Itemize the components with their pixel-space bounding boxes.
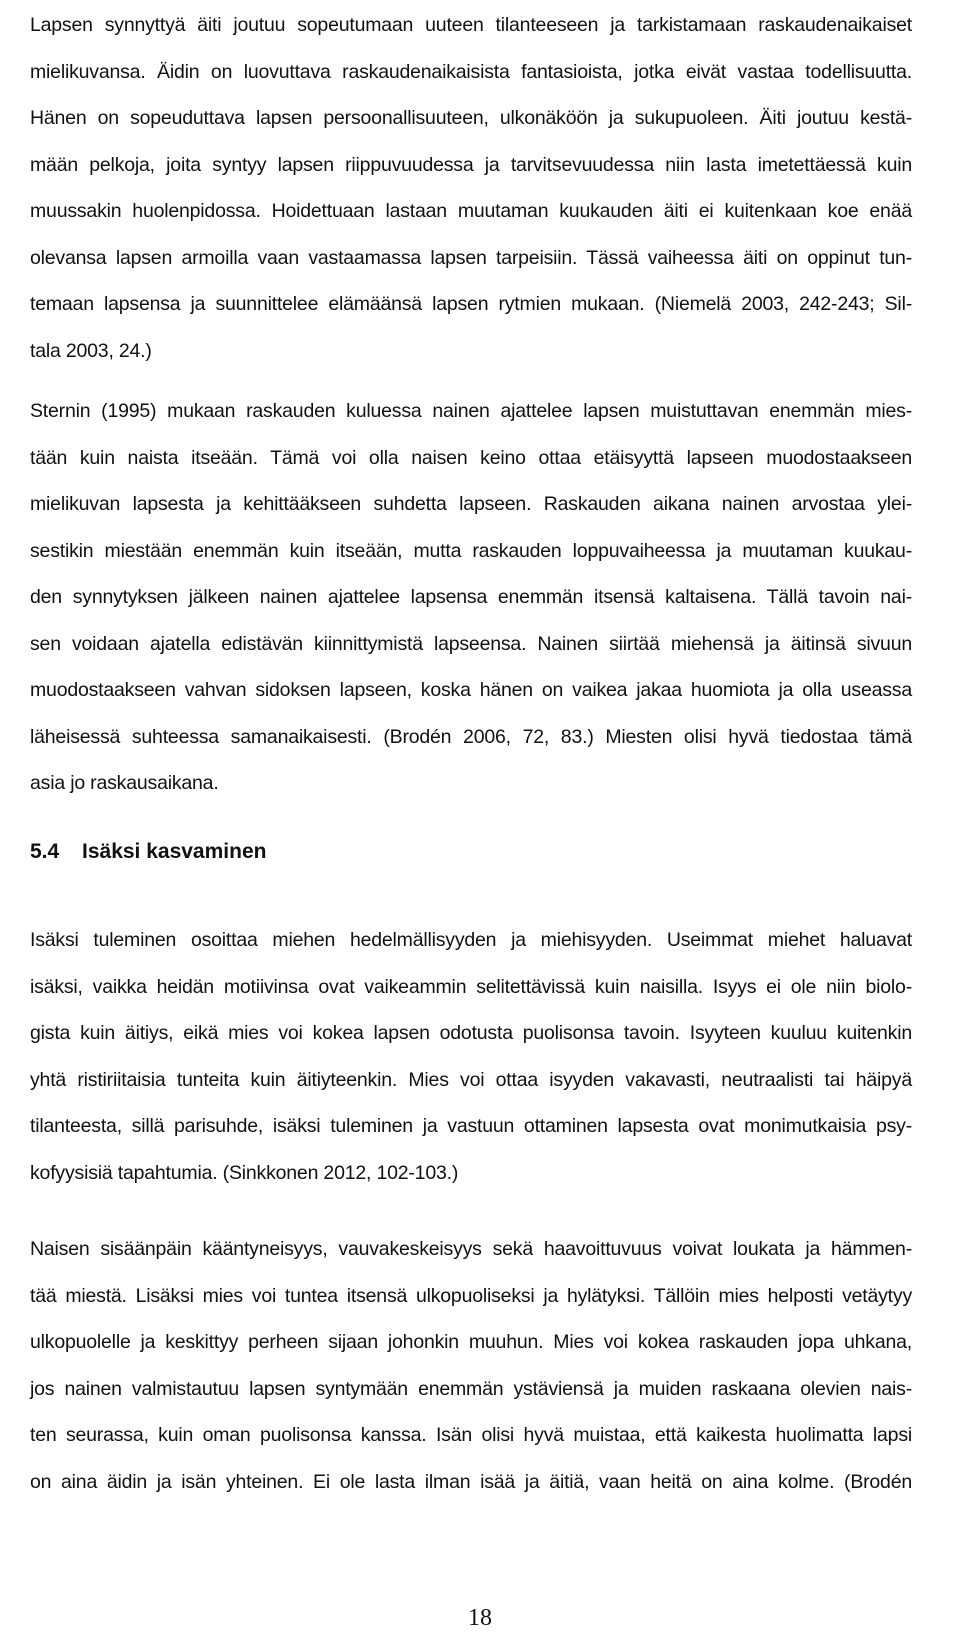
text-line: tilanteesta, sillä parisuhde, isäksi tuleminen ja vastuun ottaminen lapsesta ovat monimutkaisia psy-: [30, 1115, 912, 1137]
text-line: ulkopuolelle ja keskittyy perheen sijaan johonkin muuhun. Mies voi kokea raskauden jopa uhkana,: [30, 1331, 912, 1353]
text-line: muodostaakseen vahvan sidoksen lapseen, koska hänen on vaikea jakaa huomiota ja olla useassa: [30, 679, 912, 701]
text-line: kofyysisiä tapahtumia. (Sinkkonen 2012, 102-103.): [30, 1161, 459, 1184]
paragraph-fatherhood: [30, 917, 912, 1196]
text-line: ten seurassa, kuin oman puolisonsa kanssa. Isän olisi hyvä muistaa, että kaikesta huolimatta lapsi: [30, 1424, 912, 1446]
text-line: den synnytyksen jälkeen nainen ajattelee lapsensa enemmän itsensä kaltaisena. Tällä tavoin nai-: [30, 586, 912, 608]
text-line: sestikin miestään enemmän kuin itseään, mutta raskauden loppuvaiheessa ja muutaman kuukau-: [30, 539, 912, 562]
text-line: mielikuvan lapsesta ja kehittääkseen suhdetta lapseen. Raskauden aikana nainen arvostaa ylei-: [30, 493, 912, 515]
text-line: mään pelkoja, joita syntyy lapsen riippuvuudessa ja tarvitsevuudessa niin lasta imetettäessä kuin: [30, 153, 912, 176]
text-line: yhtä ristiriitaisia tunteita kuin äitiyteenkin. Mies voi ottaa isyyden vakavasti, neutraalisti tai häipyä: [30, 1068, 912, 1091]
text-line: sen voidaan ajatella edistävän kiinnittymistä lapseensa. Nainen siirtää miehensä ja äitinsä sivuun: [30, 632, 912, 655]
text-line: Hänen on sopeuduttava lapsen persoonallisuuteen, ulkonäköön ja sukupuoleen. Äiti joutuu kestä-: [30, 107, 912, 129]
text-line: isäksi, vaikka heidän motiivinsa ovat vaikeammin selitettävissä kuin naisilla. Isyys ei ole niin biolo-: [30, 975, 912, 998]
text-line: muussakin huolenpidossa. Hoidettuaan lastaan muutaman kuukauden äiti ei kuitenkaan koe enää: [30, 200, 912, 222]
text-line: Sternin (1995) mukaan raskauden kuluessa nainen ajattelee lapsen muistuttavan enemmän mies-: [30, 400, 912, 422]
text-line: gista kuin äitiys, eikä mies voi kokea lapsen odotusta puolisonsa tavoin. Isyyteen kuuluu kuitenkin: [30, 1022, 912, 1044]
text-line: Naisen sisäänpäin kääntyneisyys, vauvakeskeisyys sekä haavoittuvuus voivat loukata ja hämmen-: [30, 1238, 912, 1260]
page-number: 18: [468, 1605, 492, 1631]
text-line: tala 2003, 24.): [30, 339, 152, 362]
section-number: 5.4: [30, 840, 60, 863]
paragraph-stern: [30, 388, 912, 807]
text-line: jos nainen valmistautuu lapsen syntymään enemmän ystäviensä ja muiden raskaana olevien nais-: [30, 1377, 912, 1400]
section-heading: [30, 832, 266, 872]
text-line: olevansa lapsen armoilla vaan vastaamassa lapsen tarpeisiin. Tässä vaiheessa äiti on oppinut tun-: [30, 246, 912, 269]
text-line: tää miestä. Lisäksi mies voi tuntea itsensä ulkopuoliseksi ja hylätyksi. Tällöin mies helposti vetäytyy: [30, 1284, 912, 1307]
text-line: mielikuvansa. Äidin on luovuttava raskaudenaikaisista fantasioista, jotka eivät vastaa todellisuutta.: [30, 60, 912, 83]
text-line: tään kuin naista itseään. Tämä voi olla naisen keino ottaa etäisyyttä lapseen muodostaakseen: [30, 446, 912, 469]
section-title: Isäksi kasvaminen: [82, 840, 267, 863]
text-line: temaan lapsensa ja suunnittelee elämäänsä lapsen rytmien mukaan. (Niemelä 2003, 242-243; Sil-: [30, 293, 912, 315]
text-line: asia jo raskausaikana.: [30, 772, 219, 794]
text-line: läheisessä suhteessa samanaikaisesti. (Brodén 2006, 72, 83.) Miesten olisi hyvä tiedostaa tämä: [30, 725, 912, 748]
paragraph-mother-adaptation: [30, 2, 912, 374]
text-line: on aina äidin ja isän yhteinen. Ei ole lasta ilman isää ja äitiä, vaan heitä on aina kolme. (Brodén: [30, 1470, 912, 1493]
text-line: Isäksi tuleminen osoittaa miehen hedelmällisyyden ja miehisyyden. Useimmat miehet haluavat: [30, 929, 912, 951]
paragraph-partner: [30, 1226, 912, 1505]
text-line: Lapsen synnyttyä äiti joutuu sopeutumaan uuteen tilanteeseen ja tarkistamaan raskaudenaikaiset: [30, 14, 912, 36]
